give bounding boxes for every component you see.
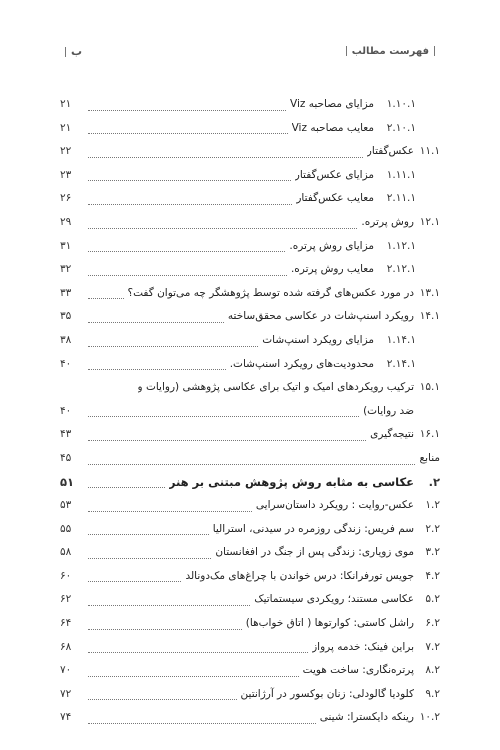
toc-entry [60,471,440,495]
toc-leader-dots [88,179,291,181]
header-divider [65,47,66,57]
running-header [60,42,440,60]
toc-entry-page: ۲۹ [60,215,72,228]
toc-entry-number: ۲.۱۲.۱ [386,263,416,276]
toc-entry-title: در مورد عکس‌های گرفته شده توسط پژوهشگر چه می‌توان گفت؟ [127,286,414,299]
toc-leader-dots [88,533,209,535]
toc-entry-page: ۴۳ [60,428,72,441]
toc-entry [60,211,440,235]
toc-leader-dots [88,415,359,417]
toc-entry-number: ۱۵.۱ [419,381,440,394]
toc-entry-page: ۳۱ [60,239,72,252]
toc-entry-number: ۲.۱۴.۱ [386,357,416,370]
toc-leader-dots [88,628,242,630]
toc-entry-page: ۲۳ [60,168,72,181]
toc-leader-dots [88,698,237,700]
toc-entry [60,588,440,612]
toc-entry [60,140,440,164]
toc-entry-title: مزایای روش پرتره. [289,239,374,252]
toc-entry-number: ۲. [428,474,440,489]
toc-entry-title: عکاسی به مثابه روش پژوهش مبتنی بر هنر [168,474,414,489]
toc-leader-dots [88,109,286,111]
toc-entry-number: ۷.۲ [425,640,440,653]
toc-entry-title: راشل کاستی: کوارتوها ( اتاق خواب‌ها) [245,617,414,630]
header-page-group [60,45,82,58]
toc-entry-page: ۴۰ [60,357,72,370]
toc-leader-dots [88,510,252,512]
toc-entry-number: ۱۱.۱ [419,145,440,158]
toc-entry-number: ۱.۱۲.۱ [386,239,416,252]
toc-entry [60,447,440,471]
toc-entry-title: محدودیت‌های رویکرد اسنپ‌شات. [229,357,374,370]
toc-entry [60,659,440,683]
table-of-contents [60,93,440,730]
toc-entry-page: ۷۰ [60,664,72,677]
toc-entry [60,518,440,542]
toc-entry-number: ۹.۲ [425,687,440,700]
toc-leader-dots [88,439,366,441]
toc-entry-title: مزایای رویکرد اسنپ‌شات [262,333,374,346]
toc-leader-dots [88,368,226,370]
toc-entry [60,329,440,353]
toc-entry-page: ۴۵ [60,451,72,464]
toc-entry-number: ۱.۱۱.۱ [386,168,416,181]
toc-leader-dots [88,203,292,205]
toc-entry [60,612,440,636]
toc-entry-page: ۶۲ [60,593,72,606]
toc-leader-dots [88,722,316,724]
toc-entry-page: ۳۵ [60,310,72,323]
toc-entry [60,636,440,660]
toc-entry-number: ۱.۲ [425,499,440,512]
toc-entry-title: ضد روایات) [363,404,414,417]
toc-entry [60,376,440,400]
toc-leader-dots [88,580,181,582]
toc-entry-title: روش پرتره. [361,215,414,228]
header-title-group [341,46,440,57]
toc-entry-number: ۳.۲ [425,546,440,559]
toc-entry-number: ۲.۲ [425,522,440,535]
header-divider [346,46,347,56]
toc-entry [60,565,440,589]
toc-entry-number: ۲.۱۰.۱ [386,121,416,134]
toc-entry [60,494,440,518]
toc-entry-page: ۴۰ [60,404,72,417]
toc-entry-title: رویکرد اسنپ‌شات در عکاسی محقق‌ساخته [227,310,414,323]
toc-entry-page: ۳۲ [60,263,72,276]
toc-entry [60,305,440,329]
toc-entry [60,235,440,259]
toc-entry-page: ۷۲ [60,687,72,700]
toc-leader-dots [88,250,285,252]
toc-leader-dots [88,227,357,229]
toc-entry-title: سم فریس: زندگی روزمره در سیدنی، استرالیا [212,522,414,535]
toc-entry-number: ۸.۲ [425,664,440,677]
toc-entry-page: ۶۸ [60,640,72,653]
toc-entry [60,683,440,707]
toc-entry-number: ۱۴.۱ [419,310,440,323]
toc-entry-title: نتیجه‌گیری [370,428,414,441]
toc-leader-dots [88,557,211,559]
toc-entry-page: ۲۲ [60,145,72,158]
toc-leader-dots [88,651,308,653]
toc-entry-page: ۵۵ [60,522,72,535]
toc-entry-title: عکس-روایت : رویکرد داستان‌سرایی [255,499,414,512]
toc-leader-dots [88,297,124,299]
toc-entry-number: ۵.۲ [425,593,440,606]
toc-entry [60,353,440,377]
toc-entry-title: معایب روش پرتره. [290,263,374,276]
toc-entry-title: مزایای مصاحبه Viz [290,98,374,110]
toc-entry [60,187,440,211]
toc-entry-title: عکاسی مستند؛ رویکردی سیستماتیک [254,593,414,606]
toc-entry-number: ۲.۱۱.۱ [386,192,416,205]
toc-entry-title: کلودیا گالودلی: زنان بوکسور در آرژانتین [240,687,414,700]
toc-entry [60,93,440,117]
toc-entry-number: ۶.۲ [425,617,440,630]
toc-entry-title: جویس تورفرانکا: درس خواندن با چراغ‌های مک‌دونالد [185,569,414,582]
toc-entry-page: ۵۱ [60,474,75,489]
toc-leader-dots [88,156,363,158]
header-page-letter: ب [71,44,83,58]
toc-entry-number: ۴.۲ [425,569,440,582]
toc-entry-number: ۱۶.۱ [419,428,440,441]
toc-entry-title: موی زویاری: زندگی پس از جنگ در افغانستان [215,546,414,559]
header-title: فهرست مطالب [351,45,429,57]
toc-entry [60,164,440,188]
toc-entry-title: ترکیب رویکردهای امیک و اتیک برای عکاسی پژوهشی (روایات و [137,381,414,394]
toc-leader-dots [88,345,258,347]
toc-entry-number: ۱۰.۲ [419,711,440,724]
toc-leader-dots [88,604,250,606]
toc-entry-page: ۲۱ [60,98,72,110]
toc-entry-number: ۱.۱۰.۱ [386,98,416,110]
toc-entry-title: براین فینک: خدمه پرواز [312,640,414,653]
toc-leader-dots [88,486,165,488]
toc-entry [60,423,440,447]
toc-entry [60,706,440,730]
toc-entry-title: منابع [419,451,440,464]
toc-entry-title: معایب عکس‌گفتار [296,192,374,205]
toc-entry-page: ۳۸ [60,333,72,346]
toc-entry [60,258,440,282]
toc-leader-dots [88,274,287,276]
toc-entry-title: معایب مصاحبه Viz [291,121,374,134]
toc-entry-title: مزایای عکس‌گفتار [294,168,374,181]
toc-entry-page: ۵۳ [60,499,72,512]
toc-entry-number: ۱۳.۱ [419,286,440,299]
toc-leader-dots [88,321,224,323]
toc-entry-page: ۲۱ [60,121,72,134]
toc-entry-number: ۱۲.۱ [419,215,440,228]
toc-entry-page: ۳۳ [60,286,72,299]
toc-leader-dots [88,132,288,134]
header-divider [434,46,435,56]
toc-entry [60,117,440,141]
toc-entry-title: پرتره‌نگاری: ساخت هویت [302,664,414,677]
toc-leader-dots [88,463,415,465]
toc-entry [60,541,440,565]
toc-entry-page: ۲۶ [60,192,72,205]
toc-entry [60,282,440,306]
toc-entry-page: ۵۸ [60,546,72,559]
toc-entry-page: ۷۴ [60,711,72,724]
toc-entry-title: رینکه دایکسترا: شینی [319,711,414,724]
toc-entry [60,400,440,424]
toc-leader-dots [88,675,299,677]
toc-entry-page: ۶۴ [60,617,72,630]
toc-entry-page: ۶۰ [60,569,72,582]
toc-entry-title: عکس‌گفتار [366,145,414,158]
toc-entry-number: ۱.۱۴.۱ [386,333,416,346]
